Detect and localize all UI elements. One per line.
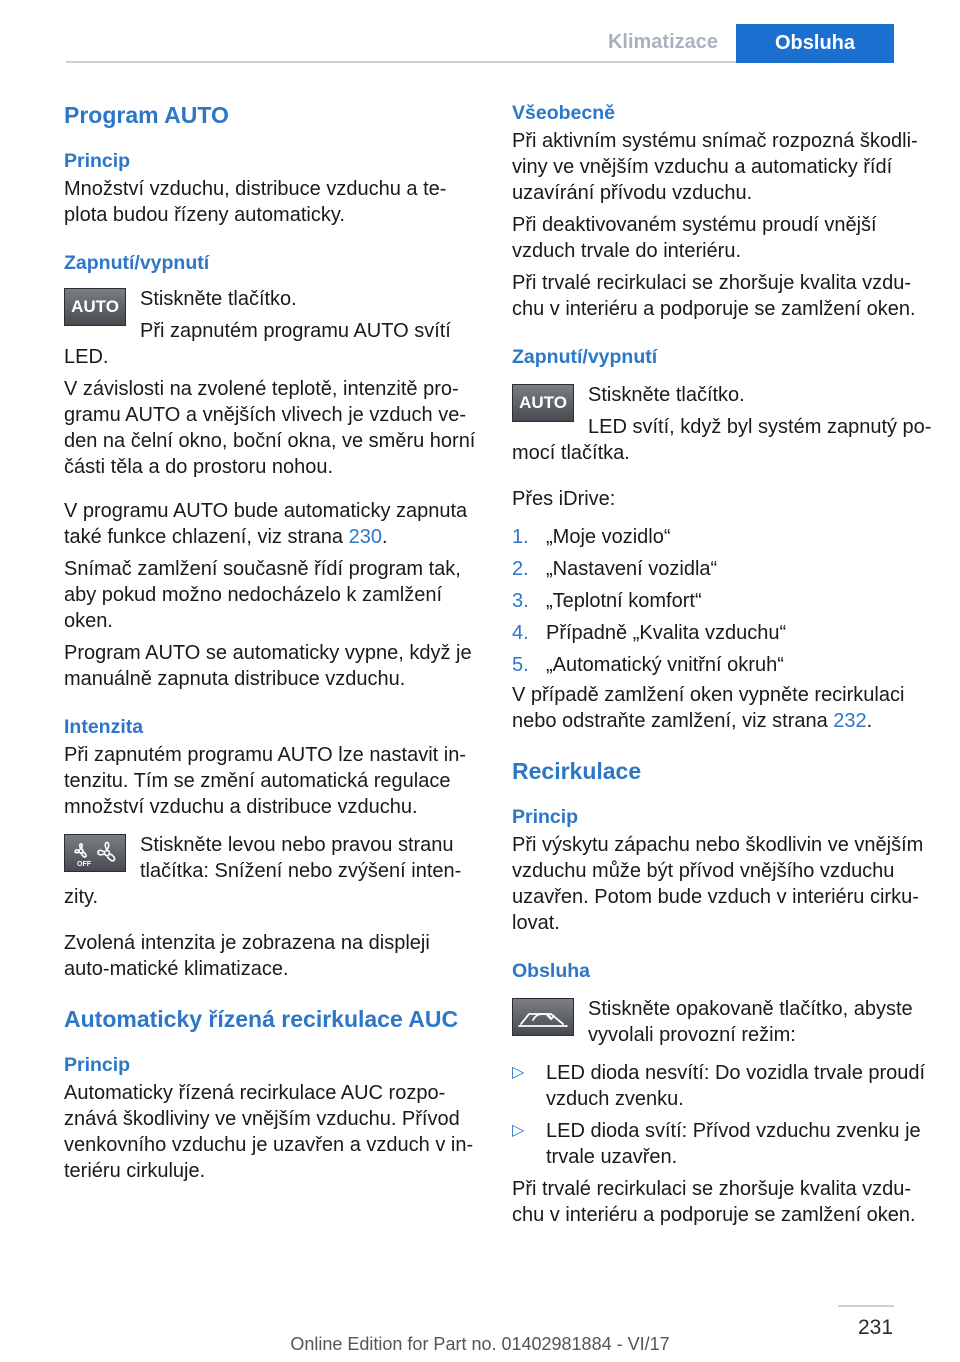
car-recirculation-icon [515, 1002, 571, 1032]
fan-intensity-button-icon [64, 834, 126, 872]
subheading-princip-recirk: Princip [512, 806, 579, 828]
instruction-line: zity. [64, 886, 99, 908]
paragraph-princip: Množství vzduchu, distribuce vzduchu a te-plota budou řízeny automaticky. [64, 178, 447, 226]
step-text: „Automatický vnitřní okruh“ [546, 654, 784, 676]
paragraph-idrive: Přes iDrive: [512, 488, 616, 510]
mode-list [512, 1060, 932, 1170]
edition-footer: Online Edition for Part no. 01402981884 - VI/17 [290, 1334, 670, 1354]
auto-instruction [64, 286, 478, 370]
instruction-line: Stiskněte opakovaně tlačítko, abyste [588, 998, 913, 1020]
step-text: Případně „Kvalita vzduchu“ [546, 622, 787, 644]
paragraph-zvolena: Zvolená intenzita je zobrazena na displeji auto-matické klimatizace. [64, 932, 430, 980]
page-link-232[interactable]: 232 [833, 710, 867, 732]
subheading-princip: Princip [64, 150, 131, 172]
list-item [512, 1060, 932, 1112]
step-text: „Moje vozidlo“ [546, 526, 671, 548]
left-column [64, 100, 478, 1184]
section-tab[interactable]: Klimatizace [607, 31, 719, 53]
auc-button-icon: AUTO [512, 384, 574, 422]
instruction-line: Stiskněte tlačítko. [588, 384, 745, 406]
list-item [512, 524, 932, 550]
instruction-line: Stiskněte tlačítko. [140, 288, 297, 310]
triangle-bullet-icon: ▷ [512, 1122, 525, 1139]
step-number: 2. [512, 558, 529, 580]
auto-button-icon: AUTO [64, 288, 126, 326]
subheading-vseobecne: Všeobecně [512, 102, 615, 124]
step-number: 1. [512, 526, 529, 548]
chapter-tab[interactable]: Obsluha [736, 24, 894, 63]
paragraph-zamlzeni [512, 682, 932, 734]
instruction-line: LED. [64, 346, 109, 368]
paragraph-snimac: Snímač zamlžení současně řídí program tak, aby pokud možno nedocházelo k zamlžení oken. [64, 558, 461, 632]
heading-program-auto: Program AUTO [64, 102, 229, 128]
instruction-line: mocí tlačítka. [512, 442, 630, 464]
fan-icon [67, 837, 123, 869]
heading-auc: Automaticky řízená recirkulace AUC [64, 1006, 459, 1032]
list-item [512, 556, 932, 582]
idrive-steps [512, 524, 932, 678]
text: V programu AUTO bude automaticky zapnuta také funkce chlazení, viz strana [64, 500, 468, 548]
text: V případě zamlžení oken vypněte recirkulaci nebo odstraňte zamlžení, viz strana [512, 684, 905, 732]
recirc-instruction [512, 996, 932, 1048]
text: . [866, 710, 873, 732]
step-text: „Teplotní komfort“ [546, 590, 702, 612]
subheading-zapnuti: Zapnutí/vypnutí [64, 252, 210, 274]
list-item [512, 588, 932, 614]
auc-instruction [512, 382, 932, 466]
paragraph-vyskyt: Při výskytu zápachu nebo škodlivin ve vnějším vzduchu může být přívod vnějšího vzduchu uzavřen. Potom bude vzduch v interiéru cirku-lovat. [512, 834, 924, 934]
instruction-line: vyvolali provozní režim: [588, 1024, 796, 1046]
triangle-bullet-icon: ▷ [512, 1064, 525, 1081]
list-item [512, 620, 932, 646]
footer-rule [838, 1305, 894, 1307]
page-number: 231 [858, 1316, 894, 1339]
instruction-line: Při zapnutém programu AUTO svítí [140, 320, 451, 342]
heading-recirkulace: Recirkulace [512, 758, 642, 784]
paragraph-vypne: Program AUTO se automaticky vypne, když je manuálně zapnuta distribuce vzduchu. [64, 642, 472, 690]
right-column [512, 100, 932, 1228]
subheading-zapnuti-auc: Zapnutí/vypnutí [512, 346, 658, 368]
page-link-230[interactable]: 230 [348, 526, 382, 548]
paragraph-auc: Automaticky řízená recirkulace AUC rozpo-znává škodliviny ve vnějším vzduchu. Přívod venkovního vzduchu je uzavřen a vzduch v in-teriéru cirkuluje. [64, 1082, 474, 1182]
text: . [381, 526, 388, 548]
bullet-text: LED dioda nesvítí: Do vozidla trvale proudí vzduch zvenku. [546, 1062, 926, 1110]
paragraph-zavislost: V závislosti na zvolené teplotě, intenzitě pro-gramu AUTO a vnějších vlivech je vzduch ve-den na čelní okno, boční okna, ve směru horní části těla a do prostoru nohou. [64, 378, 476, 478]
recirculation-button-icon [512, 998, 574, 1036]
step-number: 3. [512, 590, 529, 612]
paragraph-aktivni: Při aktivním systému snímač rozpozná škodli-viny ve vnějším vzduchu a automaticky řídí uzavírání přívodu vzduchu. [512, 130, 918, 204]
list-item [512, 652, 932, 678]
subheading-intenzita: Intenzita [64, 716, 144, 738]
paragraph-deaktiv: Při deaktivovaném systému proudí vnější vzduch trvale do interiéru. [512, 214, 877, 262]
instruction-line: tlačítka: Snížení nebo zvýšení inten- [140, 860, 462, 882]
bullet-text: LED dioda svítí: Přívod vzduchu zvenku je trvale uzavřen. [546, 1120, 921, 1168]
step-text: „Nastavení vozidla“ [546, 558, 718, 580]
subheading-princip-auc: Princip [64, 1054, 131, 1076]
paragraph-chlazeni [64, 498, 478, 550]
fan-instruction [64, 832, 478, 910]
paragraph-intenzita: Při zapnutém programu AUTO lze nastavit in-tenzitu. Tím se změní automatická regulace množství vzduchu a distribuce vzduchu. [64, 744, 467, 818]
svg-text:OFF: OFF [77, 861, 91, 868]
step-number: 4. [512, 622, 529, 644]
instruction-line: LED svítí, když byl systém zapnutý po- [588, 416, 932, 438]
list-item [512, 1118, 932, 1170]
step-number: 5. [512, 654, 529, 676]
paragraph-trvale: Při trvalé recirkulaci se zhoršuje kvalita vzdu-chu v interiéru a podporuje se zamlžení oken. [512, 272, 916, 320]
subheading-obsluha: Obsluha [512, 960, 591, 982]
paragraph-trvale-2: Při trvalé recirkulaci se zhoršuje kvalita vzdu-chu v interiéru a podporuje se zamlžení oken. [512, 1178, 916, 1226]
instruction-line: Stiskněte levou nebo pravou stranu [140, 834, 454, 856]
